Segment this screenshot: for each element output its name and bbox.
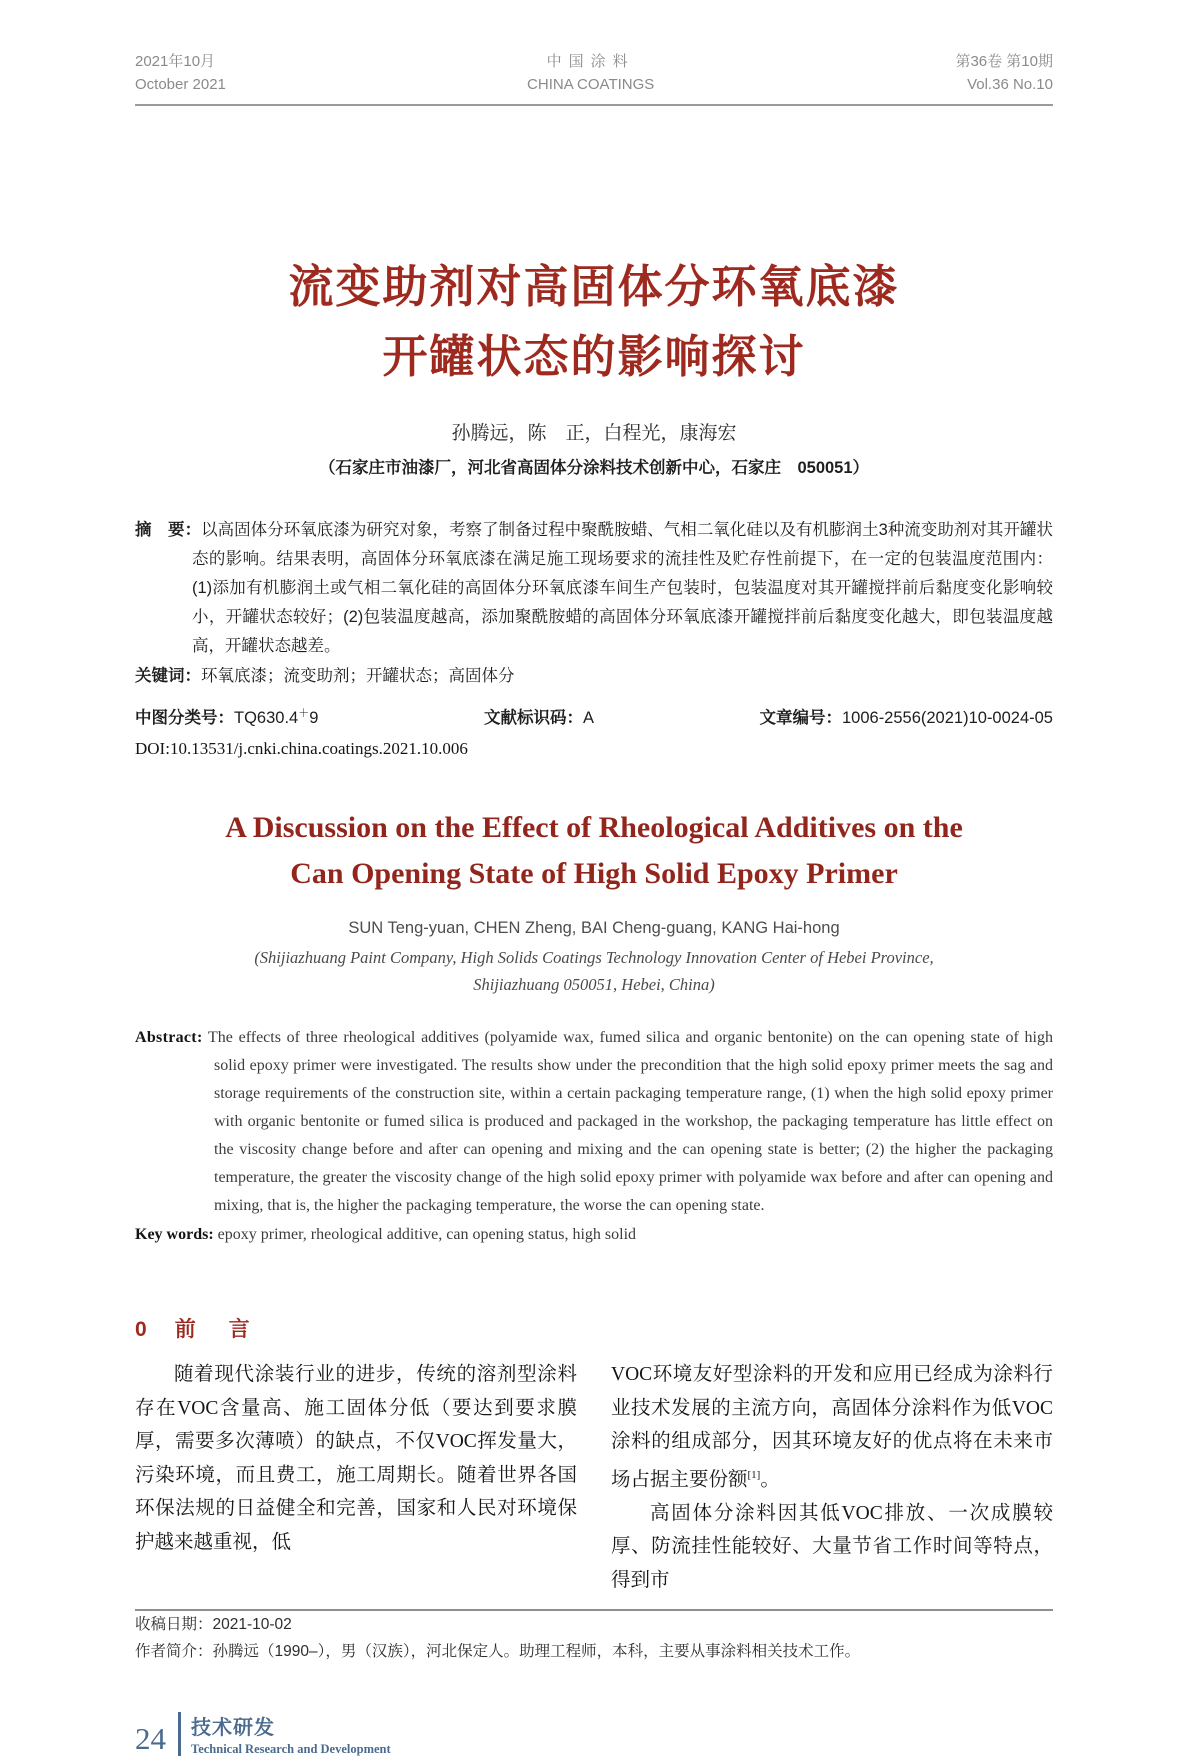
affiliation-en-line1: (Shijiazhuang Paint Company, High Solids Coatings Technology Innovation Center of Hebei Province, [254, 948, 934, 967]
footer-divider-bar [178, 1712, 181, 1756]
page-number: 24 [135, 1721, 166, 1756]
footer-section-cn: 技术研发 [191, 1717, 275, 1739]
header-journal-block [527, 50, 654, 96]
title-cn-line2: 开罐状态的影响探讨 [382, 331, 806, 382]
reference-mark: [1] [747, 1468, 761, 1481]
column-right [611, 1358, 1053, 1597]
affiliation-cn: （石家庄市油漆厂，河北省高固体分涂料技术创新中心，石家庄 050051） [318, 459, 870, 477]
header-date-en: October 2021 [135, 76, 226, 93]
affiliation-en [135, 944, 1053, 998]
abstract-cn-label: 摘 要： [135, 521, 202, 539]
section-introduction [135, 1313, 1053, 1597]
clc-value: TQ630.4 [234, 709, 299, 727]
abstract-cn-text: 以高固体分环氧底漆为研究对象，考察了制备过程中聚酰胺蜡、气相二氧化硅以及有机膨润土3种流变助剂对其开罐状态的影响。结果表明，高固体分环氧底漆在满足施工现场要求的流挂性及贮存性前提下，在一定的包装温度范围内：(1)添加有机膨润土或气相二氧化硅的高固体分环氧底漆车间生产包装时，包装温度对其开罐搅拌前后黏度变化影响较小，开罐状态较好；(2)包装温度越高，添加聚酰胺蜡的高固体分环氧底漆开罐搅拌前后黏度变化越大，即包装温度越高，开罐状态越差。 [192, 521, 1054, 655]
footer-section-en: Technical Research and Development [191, 1742, 391, 1756]
paragraph-tail: 。 [760, 1469, 780, 1490]
paragraph-text: VOC环境友好型涂料的开发和应用已经成为涂料行业技术发展的主流方向，高固体分涂料作为低VOC涂料的组成部分，因其环境友好的优点将在未来市场占据主要份额 [611, 1364, 1053, 1490]
document-code-label: 文献标识码： [483, 709, 583, 727]
clc-label: 中图分类号： [135, 709, 234, 727]
abstract-cn [135, 516, 1053, 661]
keywords-en [135, 1221, 1053, 1249]
abstract-en [135, 1024, 1053, 1220]
received-date-line [135, 1611, 1053, 1638]
article-title-cn [135, 252, 1053, 392]
article-number-label: 文章编号： [759, 709, 842, 727]
received-date-label: 收稿日期： [135, 1616, 213, 1633]
page-footer [135, 1711, 1053, 1757]
footer-section-block [191, 1711, 391, 1757]
keywords-cn [135, 662, 1053, 691]
header-divider [135, 104, 1053, 106]
journal-name-en: CHINA COATINGS [527, 76, 655, 93]
header-date-block [135, 50, 226, 96]
clc-tail: 9 [309, 709, 319, 727]
section-number: 0 [135, 1318, 147, 1341]
title-en-line2: Can Opening State of High Solid Epoxy Primer [290, 857, 898, 890]
paragraph: 高固体分涂料因其低VOC排放、一次成膜较厚、防流挂性能较好、大量节省工作时间等特点，得到市 [611, 1502, 1053, 1591]
section-title: 前 言 [174, 1318, 256, 1341]
body-columns [135, 1358, 1053, 1597]
section-heading [135, 1313, 1053, 1343]
header-volume-cn: 第36卷 第10期 [955, 53, 1053, 70]
header-volume-en: Vol.36 No.10 [967, 76, 1053, 93]
page-content [135, 0, 1053, 1757]
keywords-en-text: epoxy primer, rheological additive, can opening status, high solid [217, 1226, 637, 1243]
abstract-en-text: The effects of three rheological additives (polyamide wax, fumed silica and organic bentonite) on the can opening state of high solid epoxy primer were investigated. The results show under the precondition that the high solid epoxy primer meets the sag and storage requirements of the construction site, within a certain packaging temperature range, (1) when the high solid epoxy primer with organic bentonite or fumed silica is produced and packaged in the workshop, the packaging temperature has little effect on the viscosity change before and after can opening and mixing and the can opening state is better; (2) the higher the packaging temperature, the greater the viscosity change of the high solid epoxy primer with polyamide wax before and after can opening and mixing, that is, the higher the packaging temperature, the worse the can opening state. [208, 1029, 1054, 1214]
doi: DOI:10.13531/j.cnki.china.coatings.2021.10.006 [135, 739, 468, 758]
clc-number [135, 704, 318, 728]
title-en-line1: A Discussion on the Effect of Rheological Additives on the [225, 811, 963, 844]
page-header [135, 50, 1053, 96]
footnote-block [135, 1609, 1053, 1665]
journal-name-cn: 中国涂料 [546, 53, 635, 70]
header-volume-block [955, 50, 1053, 96]
title-cn-line1: 流变助剂对高固体分环氧底漆 [288, 261, 900, 312]
header-date-cn: 2021年10月 [135, 53, 216, 70]
paragraph: 随着现代涂装行业的进步，传统的溶剂型涂料存在VOC含量高、施工固体分低（要达到要求膜厚，需要多次薄喷）的缺点，不仅VOC挥发量大，污染环境，而且费工，施工周期长。随着世界各国环保法规的日益健全和完善，国家和人民对环境保护越来越重视，低 [135, 1364, 577, 1553]
document-code [484, 704, 594, 728]
abstract-en-label: Abstract: [135, 1029, 203, 1046]
clc-superscript: ＋ [298, 707, 310, 720]
authors-en: SUN Teng-yuan, CHEN Zheng, BAI Cheng-guang, KANG Hai-hong [348, 919, 840, 937]
author-bio-line [135, 1638, 1053, 1665]
article-number [759, 704, 1053, 728]
article-title-en [135, 805, 1053, 897]
keywords-cn-text: 环氧底漆；流变助剂；开罐状态；高固体分 [201, 667, 515, 685]
author-bio-label: 作者简介： [135, 1643, 213, 1660]
author-bio-text: 孙腾远（1990–），男（汉族），河北保定人。助理工程师，本科，主要从事涂料相关技术工作。 [212, 1643, 861, 1660]
affiliation-en-line2: Shijiazhuang 050051, Hebei, China) [473, 975, 715, 994]
received-date-value: 2021-10-02 [212, 1616, 292, 1633]
authors-cn: 孙腾远，陈 正，白程光，康海宏 [451, 423, 737, 444]
column-left [135, 1358, 577, 1597]
keywords-cn-label: 关键词： [135, 667, 201, 685]
article-number-value: 1006-2556(2021)10-0024-05 [841, 709, 1053, 727]
paragraph [611, 1358, 1053, 1497]
document-code-value: A [582, 709, 594, 727]
keywords-en-label: Key words: [135, 1226, 214, 1243]
meta-row [135, 704, 1053, 728]
